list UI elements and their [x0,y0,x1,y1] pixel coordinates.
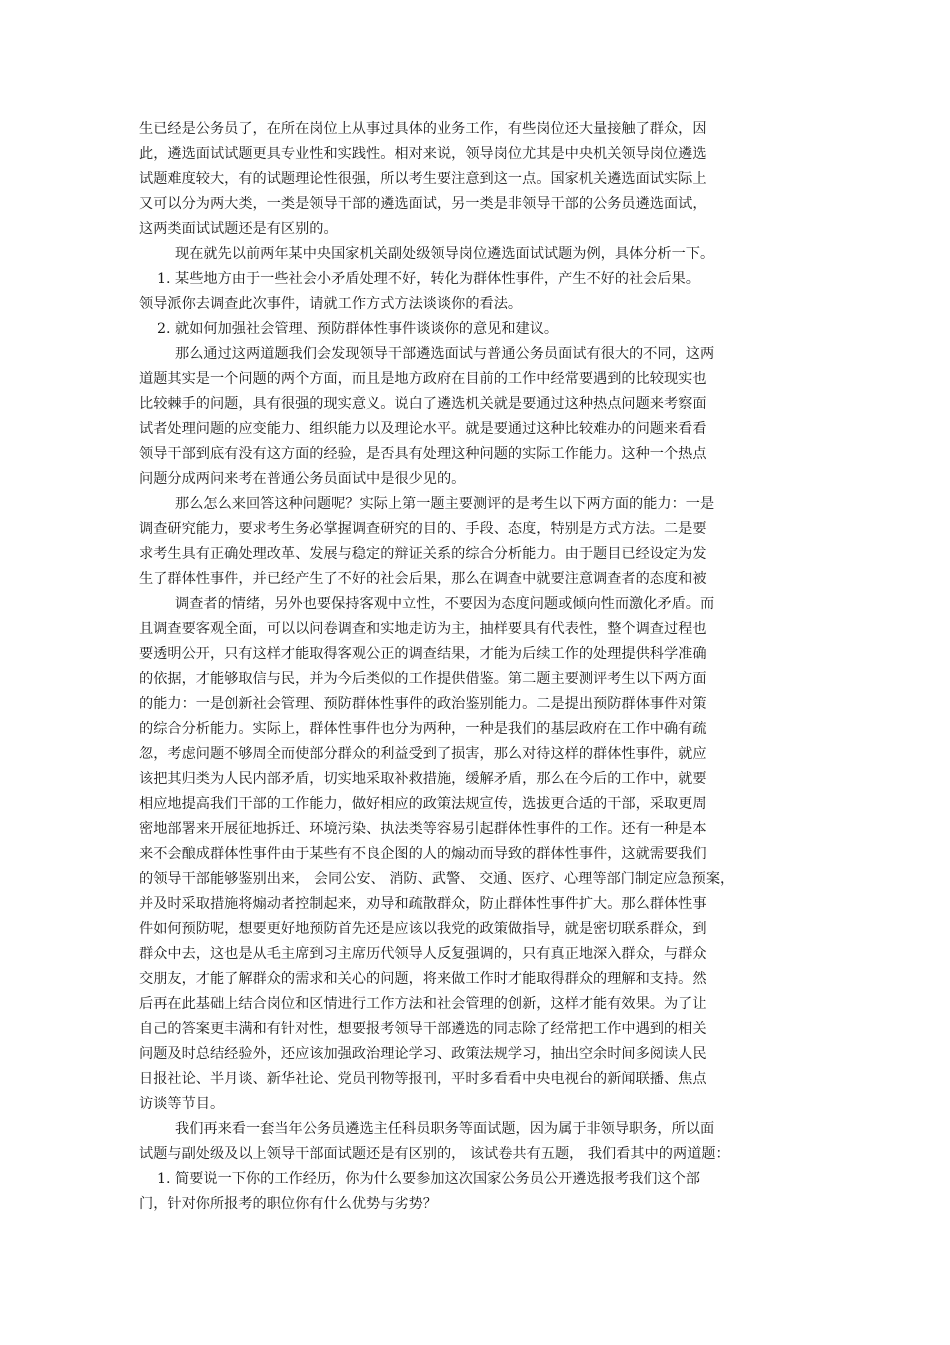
text-line: 调查研究能力，要求考生务必掌握调查研究的目的、手段、态度，特别是方式方法。二是要 [139,521,707,537]
text-line: 试题与副处级及以上领导干部面试题还是有区别的， 该试卷共有五题， 我们看其中的两道题： [139,1146,730,1162]
question-item: 2. 就如何加强社会管理、预防群体性事件谈谈你的意见和建议。 [157,321,559,337]
text-line: 相应地提高我们干部的工作能力，做好相应的政策法规宣传，选拔更合适的干部，采取更周 [139,796,707,812]
text-line: 后再在此基础上结合岗位和区情进行工作方法和社会管理的创新，这样才能有效果。为了让 [139,996,707,1012]
text-line: 并及时采取措施将煽动者控制起来，劝导和疏散群众，防止群体性事件扩大。那么群体性事 [139,896,707,912]
text-line: 件如何预防呢，想要更好地预防首先还是应该以我党的政策做指导，就是密切联系群众，到 [139,921,707,937]
text-line: 的领导干部能够鉴别出来， 会同公安、 消防、武警、 交通、医疗、心理等部门制定应急预案， [139,871,735,887]
text-line: 求考生具有正确处理改革、发展与稳定的辩证关系的综合分析能力。由于题目已经设定为发 [139,546,707,562]
text-line: 交朋友，才能了解群众的需求和关心的问题，将来做工作时才能取得群众的理解和支持。然 [139,971,707,987]
text-line: 要透明公开，只有这样才能取得客观公正的调查结果，才能为后续工作的处理提供科学准确 [139,646,707,662]
text-line: 的能力：一是创新社会管理、预防群体性事件的政治鉴别能力。二是提出预防群体事件对策 [139,696,707,712]
text-line: 密地部署来开展征地拆迁、环境污染、执法类等容易引起群体性事件的工作。还有一种是本 [139,821,707,837]
text-line: 访谈等节目。 [139,1096,225,1112]
text-line: 试题难度较大，有的试题理论性很强，所以考生要注意到这一点。国家机关遴选面试实际上 [139,171,707,187]
paragraph-first-line: 现在就先以前两年某中央国家机关副处级领导岗位遴选面试试题为例，具体分析一下。 [175,246,715,262]
text-line: 且调查要客观全面，可以以问卷调查和实地走访为主，抽样要具有代表性，整个调查过程也 [139,621,707,637]
question-item: 1. 简要说一下你的工作经历，你为什么要参加这次国家公务员公开遴选报考我们这个部 [157,1171,700,1187]
text-line: 日报社论、半月谈、新华社论、党员刊物等报刊，平时多看看中央电视台的新闻联播、焦点 [139,1071,707,1087]
paragraph-first-line: 那么怎么来回答这种问题呢？实际上第一题主要测评的是考生以下两方面的能力：一是 [175,496,715,512]
text-line: 生了群体性事件，并已经产生了不好的社会后果，那么在调查中就要注意调查者的态度和被 [139,571,707,587]
text-line: 来不会酿成群体性事件由于某些有不良企图的人的煽动而导致的群体性事件，这就需要我们 [139,846,707,862]
text-line: 这两类面试试题还是有区别的。 [139,221,338,237]
text-line: 问题分成两问来考在普通公务员面试中是很少见的。 [139,471,466,487]
text-line: 领导干部到底有没有这方面的经验，是否具有处理这种问题的实际工作能力。这种一个热点 [139,446,707,462]
text-line: 门，针对你所报考的职位你有什么优势与劣势？ [139,1196,437,1212]
text-line: 该把其归类为人民内部矛盾，切实地采取补救措施，缓解矛盾，那么在今后的工作中，就要 [139,771,707,787]
paragraph-first-line: 我们再来看一套当年公务员遴选主任科员职务等面试题，因为属于非领导职务，所以面 [175,1121,715,1137]
text-line: 自己的答案更丰满和有针对性，想要报考领导干部遴选的同志除了经常把工作中遇到的相关 [139,1021,707,1037]
text-line: 的综合分析能力。实际上，群体性事件也分为两种，一种是我们的基层政府在工作中确有疏 [139,721,707,737]
text-line: 比较棘手的问题，具有很强的现实意义。说白了遴选机关就是要通过这种热点问题来考察面 [139,396,707,412]
text-line: 问题及时总结经验外，还应该加强政治理论学习、政策法规学习，抽出空余时间多阅读人民 [139,1046,707,1062]
text-line: 此，遴选面试试题更具专业性和实践性。相对来说，领导岗位尤其是中央机关领导岗位遴选 [139,146,707,162]
text-line: 的依据，才能够取信与民，并为今后类似的工作提供借鉴。第二题主要测评考生以下两方面 [139,671,707,687]
text-line: 忽，考虑问题不够周全而使部分群众的利益受到了损害，那么对待这样的群体性事件，就应 [139,746,707,762]
text-line: 又可以分为两大类，一类是领导干部的遴选面试，另一类是非领导干部的公务员遴选面试， [139,196,707,212]
text-line: 生已经是公务员了，在所在岗位上从事过具体的业务工作，有些岗位还大量接触了群众，因 [139,121,707,137]
text-line: 群众中去，这也是从毛主席到习主席历代领导人反复强调的，只有真正地深入群众，与群众 [139,946,707,962]
text-line: 领导派你去调查此次事件，请就工作方式方法谈谈你的看法。 [139,296,523,312]
paragraph-first-line: 那么通过这两道题我们会发现领导干部遴选面试与普通公务员面试有很大的不同，这两 [175,346,715,362]
text-line: 试者处理问题的应变能力、组织能力以及理论水平。就是要通过这种比较难办的问题来看看 [139,421,707,437]
question-item: 1. 某些地方由于一些社会小矛盾处理不好，转化为群体性事件，产生不好的社会后果。 [157,271,700,287]
text-line: 调查者的情绪，另外也要保持客观中立性，不要因为态度问题或倾向性而激化矛盾。而 [175,596,715,612]
text-line: 道题其实是一个问题的两个方面，而且是地方政府在目前的工作中经常要遇到的比较现实也 [139,371,707,387]
